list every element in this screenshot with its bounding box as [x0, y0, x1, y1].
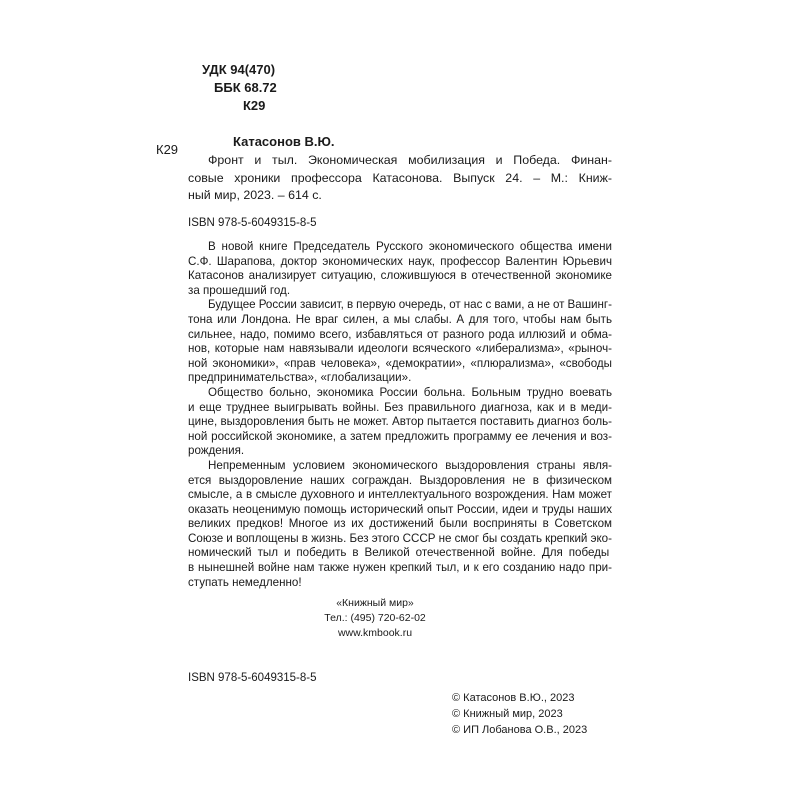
paragraph [188, 459, 612, 590]
paragraph [188, 298, 612, 386]
annotation-body [188, 240, 612, 590]
copyright-line: © Катасонов В.Ю., 2023 [452, 692, 575, 704]
paragraph-line: сильнее, надо, помимо всего, избавляться от разного рода иллюзий и обма- [188, 327, 612, 341]
paragraph-line: Общество больно, экономика России больна. Больным трудно воевать [208, 385, 612, 399]
paragraph [188, 240, 612, 298]
title-line: ный мир, 2023. – 614 с. [188, 188, 322, 202]
copyright-line: © ИП Лобанова О.В., 2023 [452, 724, 588, 736]
bbk-code: ББК 68.72 [214, 80, 277, 95]
paragraph-line: Союзе и воплощены в жизнь. Без этого СССР не смог бы создать крепкий эко- [188, 531, 612, 545]
author-name: Катасонов В.Ю. [233, 134, 335, 149]
paragraph-line: цине, выздоровления быть не может. Автор пытается поставить диагноз боль- [188, 415, 612, 429]
copyright-line: © Книжный мир, 2023 [452, 708, 563, 720]
author-mark: К29 [243, 98, 266, 113]
paragraph-line: ется выздоровление наших сограждан. Выздоровления не в физическом [188, 473, 612, 487]
paragraph-line: нов, которые нам навязывали идеологи всяческого «либерализма», «рыноч- [188, 342, 612, 356]
isbn-bottom: ISBN 978-5-6049315-8-5 [188, 672, 317, 684]
paragraph-line: предпринимательства», «глобализации». [188, 371, 412, 385]
publisher-info [275, 596, 475, 641]
paragraph-line: Непременным условием экономического выздоровления страны явля- [208, 458, 612, 472]
paragraph-line: великих предков! Многое из их достижений были восприняты в Советском [188, 517, 612, 531]
paragraph-line: ной российской экономике, а затем предложить программу ее лечения и воз- [188, 429, 612, 443]
side-author-mark: К29 [156, 142, 179, 157]
isbn-top: ISBN 978-5-6049315-8-5 [188, 217, 317, 229]
paragraph-line: Катасонов анализирует ситуацию, сложившуюся в отечественной экономике [188, 269, 612, 283]
paragraph-line: В новой книге Председатель Русского экономического общества имени [208, 240, 612, 253]
paragraph-line: ступать немедленно! [188, 575, 302, 589]
copyright-block [452, 690, 587, 738]
paragraph-line: рождения. [188, 444, 245, 458]
publisher-name: «Книжный мир» [336, 597, 414, 609]
udk-code: УДК 94(470) [202, 62, 276, 77]
paragraph-line: и еще труднее выигрывать войны. Без правильного диагноза, как и в меди- [188, 400, 612, 414]
publisher-website: www.kmbook.ru [337, 627, 413, 639]
bibliographic-title [188, 152, 612, 205]
paragraph-line: С.Ф. Шарапова, доктор экономических наук, профессор Валентин Юрьевич [188, 254, 612, 268]
title-line: Фронт и тыл. Экономическая мобилизация и Победа. Финан- [208, 153, 612, 167]
paragraph-line: смысле, а в смысле духовного и интеллектуального возрождения. Нам может [188, 488, 612, 502]
publisher-phone: Тел.: (495) 720-62-02 [324, 612, 426, 624]
paragraph-line: номический тыл и победить в Великой отечественной войне. Для победы [188, 546, 610, 560]
paragraph-line: Будущее России зависит, в первую очередь, от нас с вами, а не от Вашинг- [208, 298, 612, 312]
paragraph-line: оказать неоценимую помощь исторический опыт России, идеи и труды наших [188, 502, 612, 516]
title-line: совые хроники профессора Катасонова. Выпуск 24. – М.: Книж- [188, 170, 612, 185]
paragraph-line: ной экономики», «прав человека», «демократии», «плюрализма», «свободы [188, 356, 612, 370]
paragraph-line: в нынешней войне нам также нужен крепкий тыл, и к его созданию надо при- [188, 561, 612, 575]
paragraph-line: тона или Лондона. Не враг силен, а мы слабы. А для того, чтобы нам быть [188, 312, 612, 326]
paragraph-line: за прошедший год. [188, 283, 291, 297]
paragraph [188, 386, 612, 459]
